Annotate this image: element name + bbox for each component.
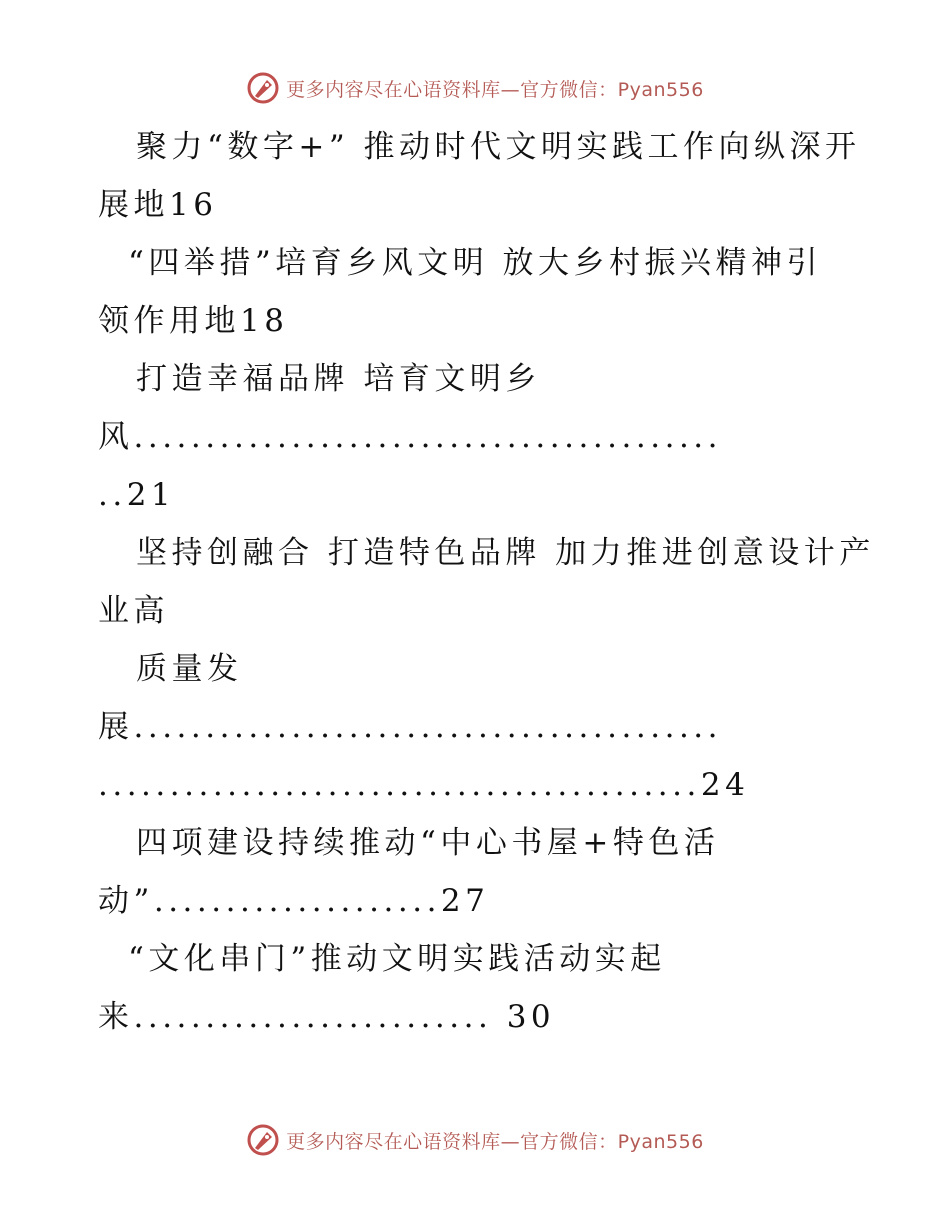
- toc-line: 业高: [98, 593, 169, 629]
- toc-line: 展.........................................: [98, 709, 723, 745]
- toc-line: 风.........................................: [98, 419, 723, 455]
- header-watermark: [0, 70, 950, 106]
- toc-line: ..........................................24: [98, 767, 750, 803]
- toc-line: 质量发: [136, 651, 243, 687]
- toc-line: 动”....................27: [98, 883, 490, 919]
- toc-line: 打造幸福品牌 培育文明乡: [136, 361, 541, 397]
- toc-line: “四举措”培育乡风文明 放大乡村振兴精神引: [128, 245, 823, 281]
- pen-nib-logo-icon: [246, 1123, 280, 1157]
- toc-line: 领作用地18: [98, 303, 289, 339]
- toc-line: ..21: [98, 477, 176, 513]
- pen-nib-logo-icon: [246, 71, 280, 105]
- watermark-text: 更多内容尽在心语资料库—官方微信：Pyan556: [286, 78, 704, 101]
- table-of-contents: [98, 118, 875, 1046]
- toc-line: 来......................... 30: [98, 999, 556, 1035]
- toc-line: 聚力“数字+” 推动时代文明实践工作向纵深开: [136, 129, 861, 165]
- toc-line: 四项建设持续推动“中心书屋+特色活: [136, 825, 720, 861]
- toc-line: 坚持创融合 打造特色品牌 加力推进创意设计产: [136, 535, 875, 571]
- footer-watermark: [0, 1122, 950, 1158]
- watermark-text: 更多内容尽在心语资料库—官方微信：Pyan556: [286, 1130, 704, 1153]
- toc-line: “文化串门”推动文明实践活动实起: [128, 941, 666, 977]
- toc-line: 展地16: [98, 187, 218, 223]
